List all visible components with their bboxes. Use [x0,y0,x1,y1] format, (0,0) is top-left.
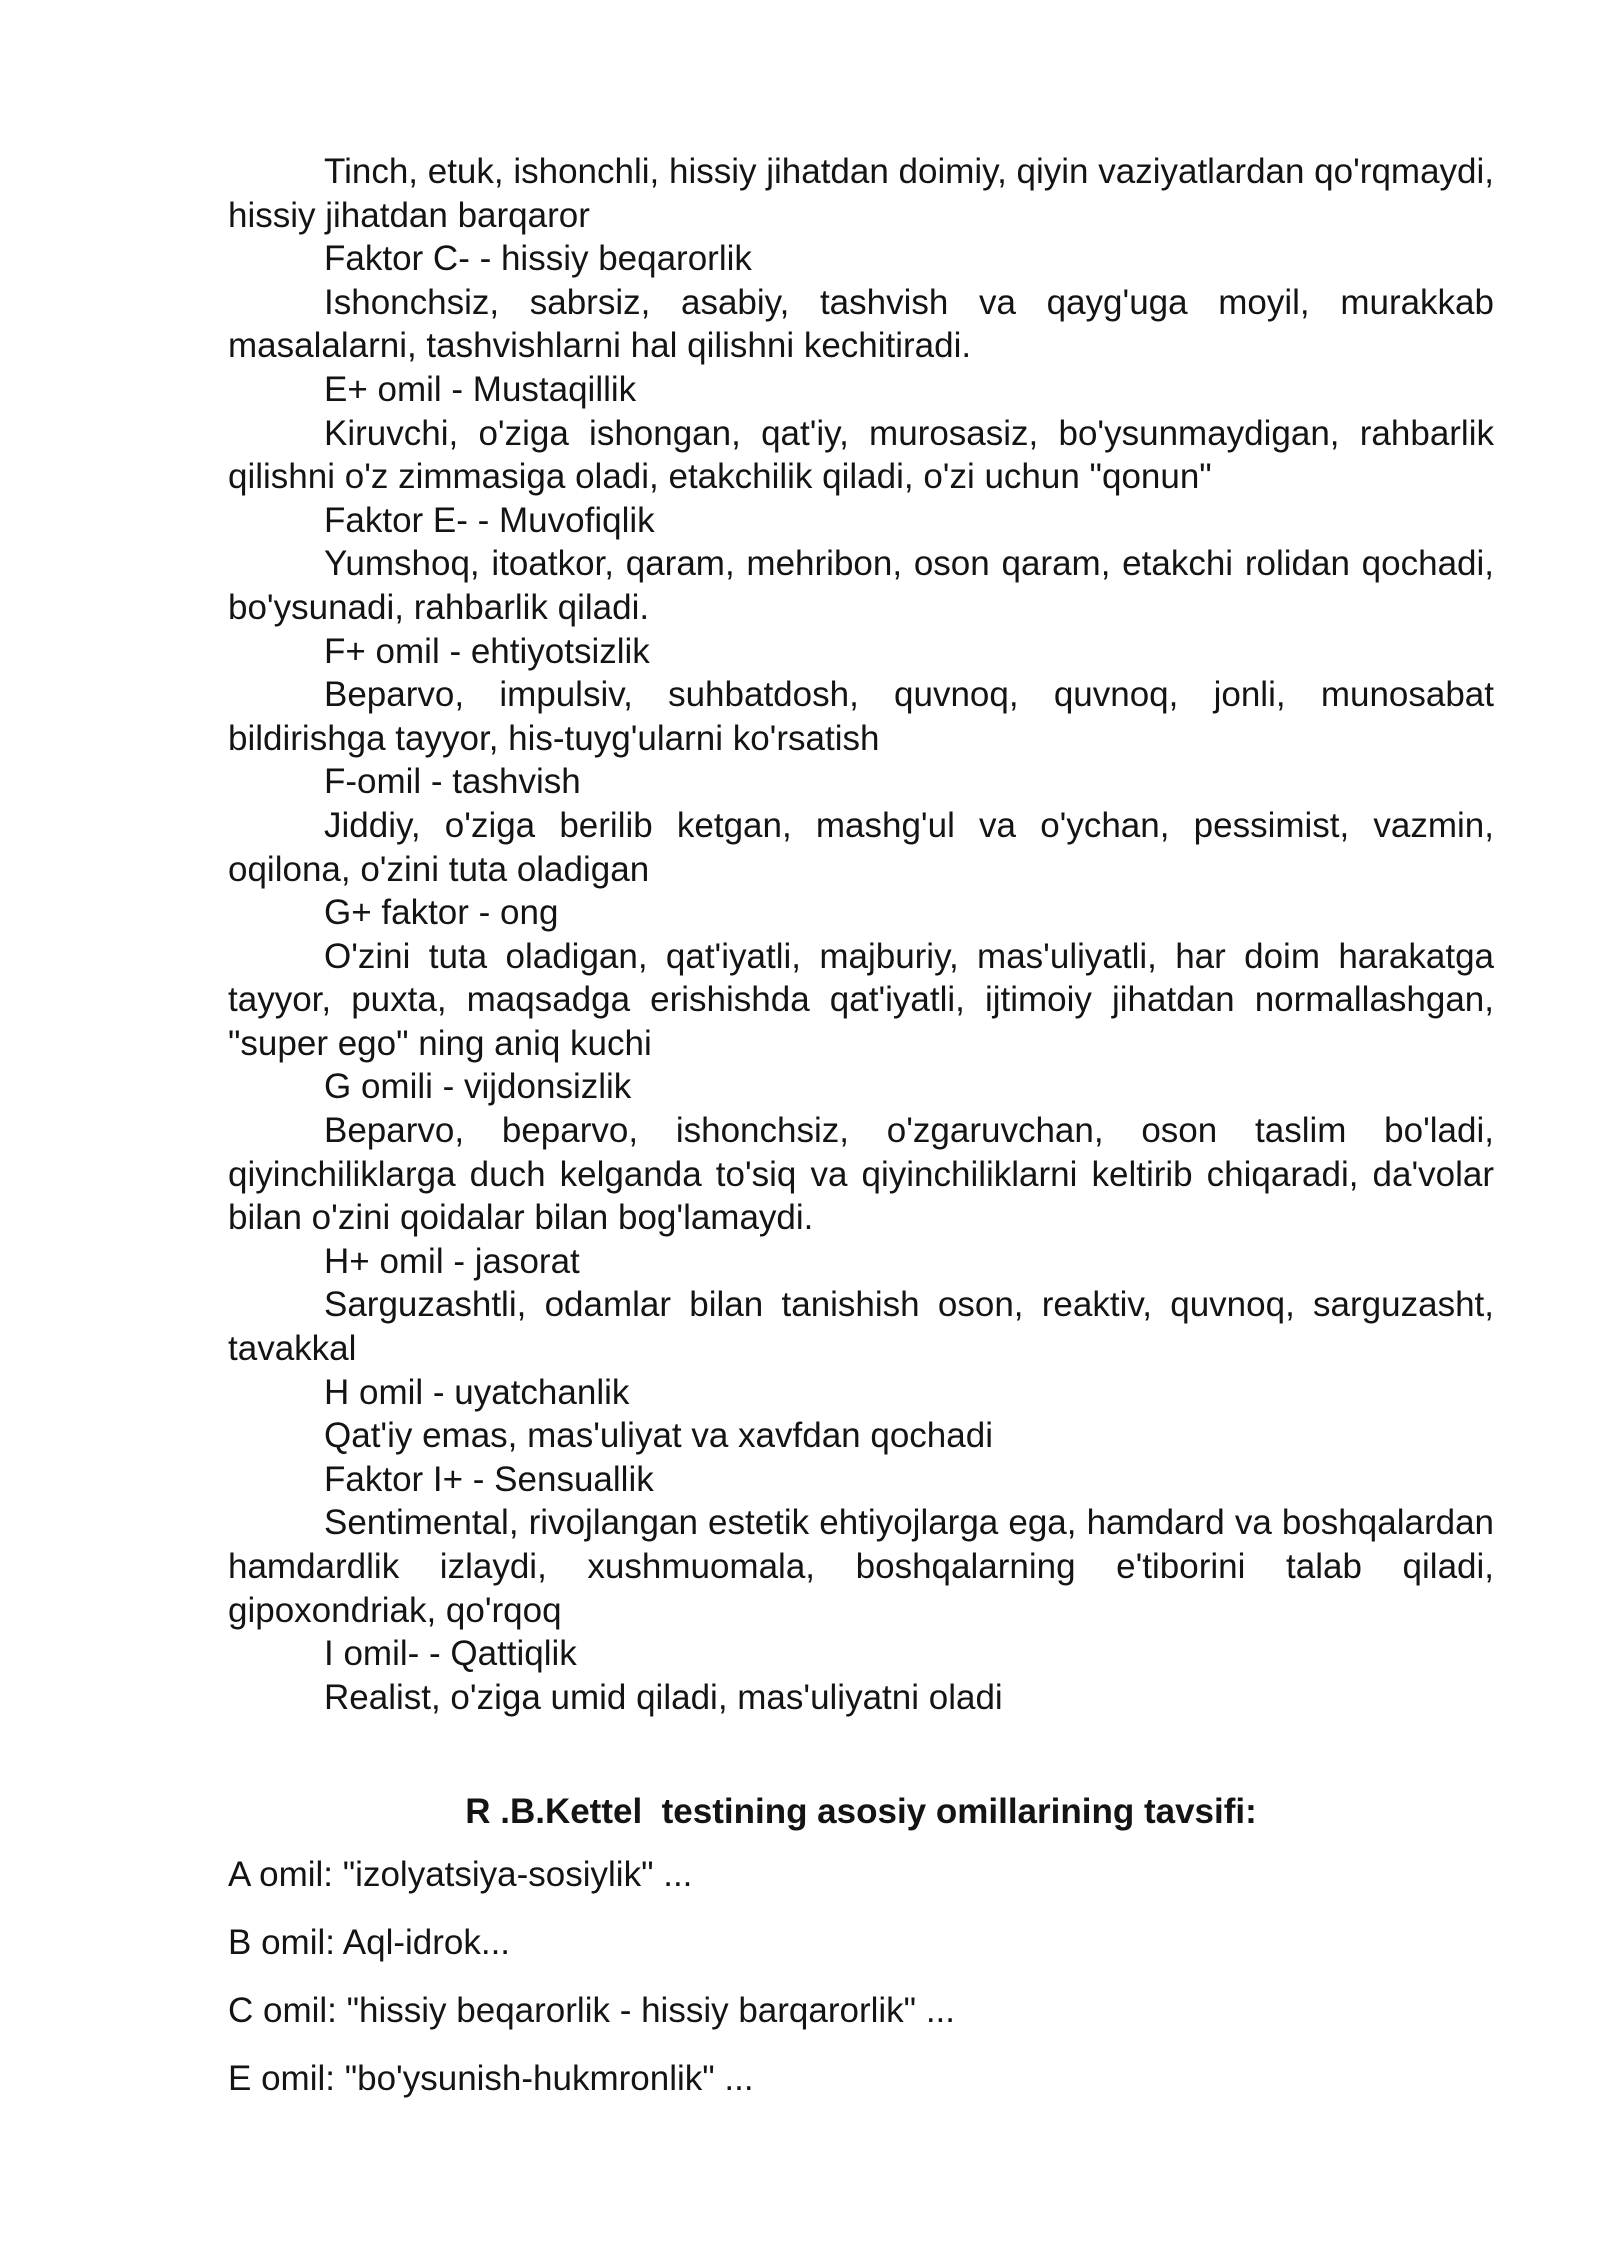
paragraph: Jiddiy, o'ziga berilib ketgan, mashg'ul va o'ychan, pessimist, vazmin, oqilona, o'zini tuta oladigan [228,805,1494,889]
factor-heading: E+ omil - Mustaqillik [324,369,637,409]
paragraph: Qat'iy emas, mas'uliyat va xavfdan qochadi [324,1416,993,1456]
paragraph: Yumshoq, itoatkor, qaram, mehribon, oson qaram, etakchi rolidan qochadi, bo'ysunadi, rahbarlik qiladi. [228,544,1494,627]
paragraph: Sentimental, rivojlangan estetik ehtiyojlarga ega, hamdard va boshqalardan hamdardlik izlaydi, xushmuomala, boshqalarning e'tiborini talab qiladi, gipoxondriak, qo'rqoq [228,1503,1494,1630]
paragraph: Realist, o'ziga umid qiladi, mas'uliyatni oladi [324,1677,1003,1717]
factor-list [228,1853,955,2125]
paragraph: O'zini tuta oladigan, qat'iyatli, majburiy, mas'uliyatli, har doim harakatga tayyor, puxta, maqsadga erishishda qat'iyatli, ijtimoiy jihatdan normallashgan, "super ego" ning aniq kuchi [228,936,1494,1063]
factor-heading: F+ omil - ehtiyotsizlik [324,631,650,671]
factor-heading: G+ faktor - ong [324,893,559,933]
paragraph: Beparvo, impulsiv, suhbatdosh, quvnoq, quvnoq, jonli, munosabat bildirishga tayyor, his-tuyg'ularni ko'rsatish [228,675,1494,758]
factor-descriptions [228,150,1494,1719]
paragraph: Kiruvchi, o'ziga ishongan, qat'iy, murosasiz, bo'ysunmaydigan, rahbarlik qilishni o'z zimmasiga oladi, etakchilik qiladi, o'zi uchun "qonun" [228,413,1494,497]
section-title: R .B.Kettel testining asosiy omillarining tavsifi: [465,1792,1257,1831]
factor-heading: F-omil - tashvish [324,762,581,802]
paragraph: Tinch, etuk, ishonchli, hissiy jihatdan doimiy, qiyin vaziyatlardan qo'rqmaydi, hissiy jihatdan barqaror [228,152,1495,235]
factor-heading: Faktor E- - Muvofiqlik [324,500,655,540]
paragraph: Beparvo, beparvo, ishonchsiz, o'zgaruvchan, oson taslim bo'ladi, qiyinchiliklarga duch kelganda to'siq va qiyinchiliklarni keltirib chiqaradi, da'volar bilan o'zini qoidalar bilan bog'lamaydi. [228,1111,1494,1238]
factor-heading: Faktor I+ - Sensuallik [324,1459,654,1499]
list-item: B omil: Aql-idrok... [228,1923,511,1962]
list-item: C omil: "hissiy beqarorlik - hissiy barqarorlik" ... [228,1991,955,2030]
factor-heading: Faktor C- - hissiy beqarorlik [324,239,752,279]
list-item: A omil: "izolyatsiya-sosiylik" ... [228,1855,693,1894]
factor-heading: G omili - vijdonsizlik [324,1067,632,1107]
factor-heading: H omil - uyatchanlik [324,1372,630,1412]
paragraph: Ishonchsiz, sabrsiz, asabiy, tashvish va qayg'uga moyil, murakkab masalalarni, tashvishlarni hal qilishni kechitiradi. [228,282,1494,366]
paragraph: Sarguzashtli, odamlar bilan tanishish oson, reaktiv, quvnoq, sarguzasht, tavakkal [228,1285,1494,1369]
factor-heading: H+ omil - jasorat [324,1241,580,1281]
factor-heading: I omil- - Qattiqlik [324,1634,577,1674]
list-item: E omil: "bo'ysunish-hukmronlik" ... [228,2059,754,2098]
